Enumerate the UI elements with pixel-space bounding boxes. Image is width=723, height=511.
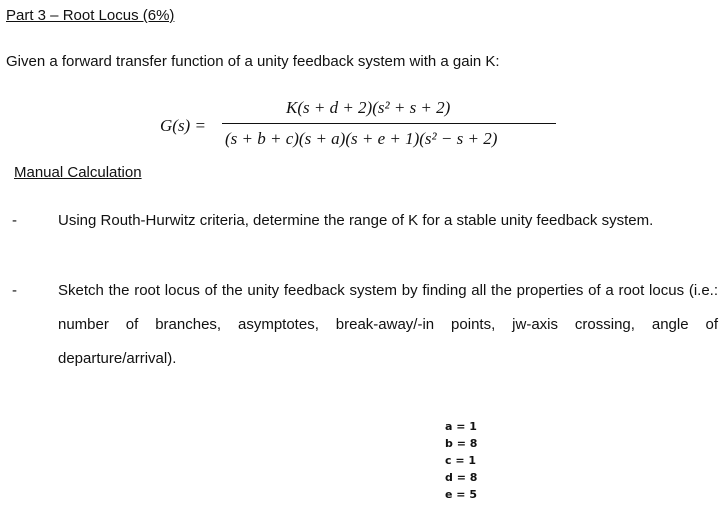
- bullet-marker: -: [12, 282, 17, 299]
- equation-numerator: K(s + d + 2)(s² + s + 2): [286, 98, 451, 117]
- equation-denominator: (s + b + c)(s + a)(s + e + 1)(s² − s + 2): [225, 129, 498, 148]
- constant-d: d = 8: [445, 471, 478, 484]
- constant-b: b = 8: [445, 437, 478, 450]
- constant-a: a = 1: [445, 420, 477, 433]
- constant-c: c = 1: [445, 454, 477, 467]
- manual-calculation-heading: Manual Calculation: [14, 164, 142, 181]
- bullet-text-routh: Using Routh-Hurwitz criteria, determine the range of K for a stable unity feedback system.: [58, 212, 654, 229]
- constants-list: [445, 418, 477, 503]
- bullet-marker: -: [12, 212, 17, 229]
- intro-text: Given a forward transfer function of a unity feedback system with a gain K:: [6, 53, 500, 70]
- equation-lhs: G(s) =: [160, 116, 206, 135]
- section-title: Part 3 – Root Locus (6%): [6, 7, 175, 24]
- bullet-text-root-locus: Sketch the root locus of the unity feedback system by finding all the properties of a root locus (i.e.: number of branches, asymptotes, break-away/-in points, jw-axis crossing, angle of departure/arrival).: [58, 282, 718, 367]
- fraction-bar: [222, 123, 556, 124]
- constant-e: e = 5: [445, 488, 477, 501]
